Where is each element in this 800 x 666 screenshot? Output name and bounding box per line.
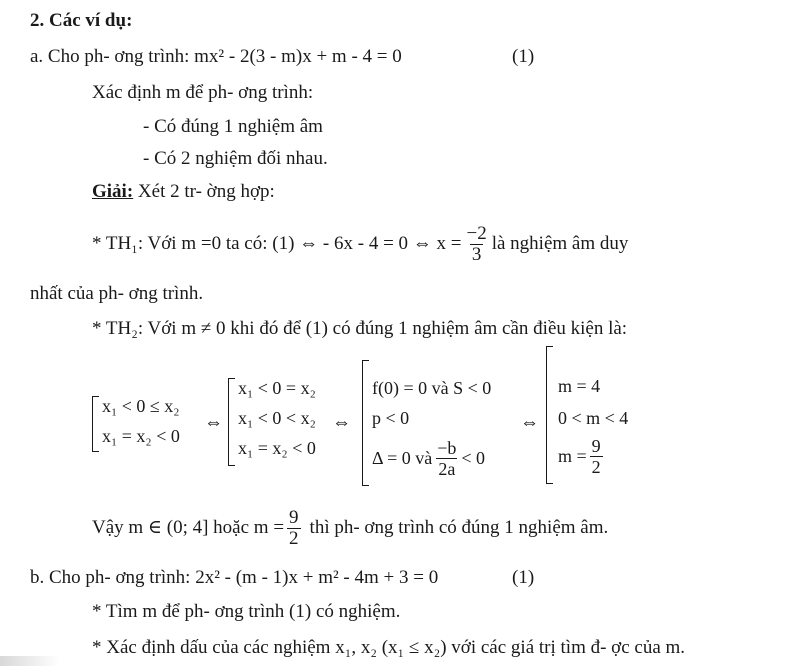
system-3-row-3 [372,438,485,479]
iff-3: ⇔ [520,412,539,433]
system-3-fraction [435,438,458,479]
part-a-item1: - Có đúng 1 nghiệm âm [143,116,323,137]
system-2-row-3: x₁ = x₂ < 0 [238,438,316,458]
system-4 [546,346,656,486]
system-2 [228,378,338,468]
system-3-row-2: p < 0 [372,408,410,428]
conclusion-line [92,502,608,554]
part-a-task: Xác định m để ph- ơng trình: [92,82,314,103]
system-3-bracket [362,360,369,486]
system-4-fraction-num: 9 [591,436,601,456]
conclusion-fraction [287,508,301,549]
case-1-continuation: nhất của ph- ơng trình. [30,283,204,304]
solution-text: Xét 2 tr- ờng hợp: [133,181,275,202]
system-4-row-3 [558,436,606,477]
system-4-fraction [590,436,603,477]
system-4-fraction-den: 2 [591,457,601,477]
case-1-prefix: * TH₁: Với m =0 ta có: (1) ⇔ - 6x - 4 = 0 ⇔ x = [92,233,462,254]
system-4-row-3-prefix: m = [558,446,587,466]
system-1-row-1: x₁ < 0 ≤ x₂ [102,396,180,416]
conclusion-prefix: Vậy m ∈ (0; 4] hoặc m = [92,517,285,538]
system-1-bracket [92,396,99,452]
system-3-fraction-den: 2a [438,459,456,479]
case-2-line: * TH₂: Với m ≠ 0 khi đó để (1) có đúng 1 nghiệm âm cần điều kiện là: [92,318,628,339]
part-a-eq-number: (1) [512,46,535,67]
section-title: 2. Các ví dụ: [30,10,133,31]
case-1-suffix: là nghiệm âm duy [491,233,629,254]
part-a-item2: - Có 2 nghiệm đối nhau. [143,148,328,169]
system-2-row-2: x₁ < 0 < x₂ [238,408,316,428]
system-3-fraction-num: −b [437,438,457,458]
case-1-fraction [465,224,489,265]
part-a-intro: a. Cho ph- ơng trình: mx² - 2(3 - m)x + m - 4 = 0 [30,46,402,67]
case-1-line [92,218,628,270]
system-4-row-1: m = 4 [558,376,601,396]
system-1-row-2: x₁ = x₂ < 0 [102,426,180,446]
case-1-fraction-den: 3 [471,243,482,265]
solution-heading [92,181,275,203]
part-b-task-2: * Xác định dấu của các nghiệm x₁, x₂ (x₁ ≤ x₂) với các giá trị tìm đ- ợc của m. [92,637,686,658]
system-3-row-3-suffix: < 0 [461,448,486,468]
system-4-row-2: 0 < m < 4 [558,408,629,428]
solution-label: Giải: [92,181,134,202]
page-corner-shadow [0,656,60,666]
part-b-task-1: * Tìm m để ph- ơng trình (1) có nghiệm. [92,601,401,622]
iff-2: ⇔ [332,412,351,433]
conclusion-fraction-num: 9 [289,506,299,528]
system-3-row-3-prefix: Δ = 0 và [372,448,433,468]
system-3-row-1: f(0) = 0 và S < 0 [372,378,492,398]
system-2-row-1: x₁ < 0 = x₂ [238,378,316,398]
conclusion-suffix: thì ph- ơng trình có đúng 1 nghiệm âm. [309,517,609,538]
part-b-eq-number: (1) [512,567,535,588]
system-4-bracket [546,346,553,484]
system-3 [362,360,522,488]
case-1-fraction-num: −2 [466,222,487,244]
system-2-bracket [228,378,235,466]
iff-1: ⇔ [204,412,223,433]
part-b-intro: b. Cho ph- ơng trình: 2x² - (m - 1)x + m² - 4m + 3 = 0 [30,567,439,588]
conclusion-fraction-den: 2 [289,527,299,549]
system-1 [92,396,202,456]
